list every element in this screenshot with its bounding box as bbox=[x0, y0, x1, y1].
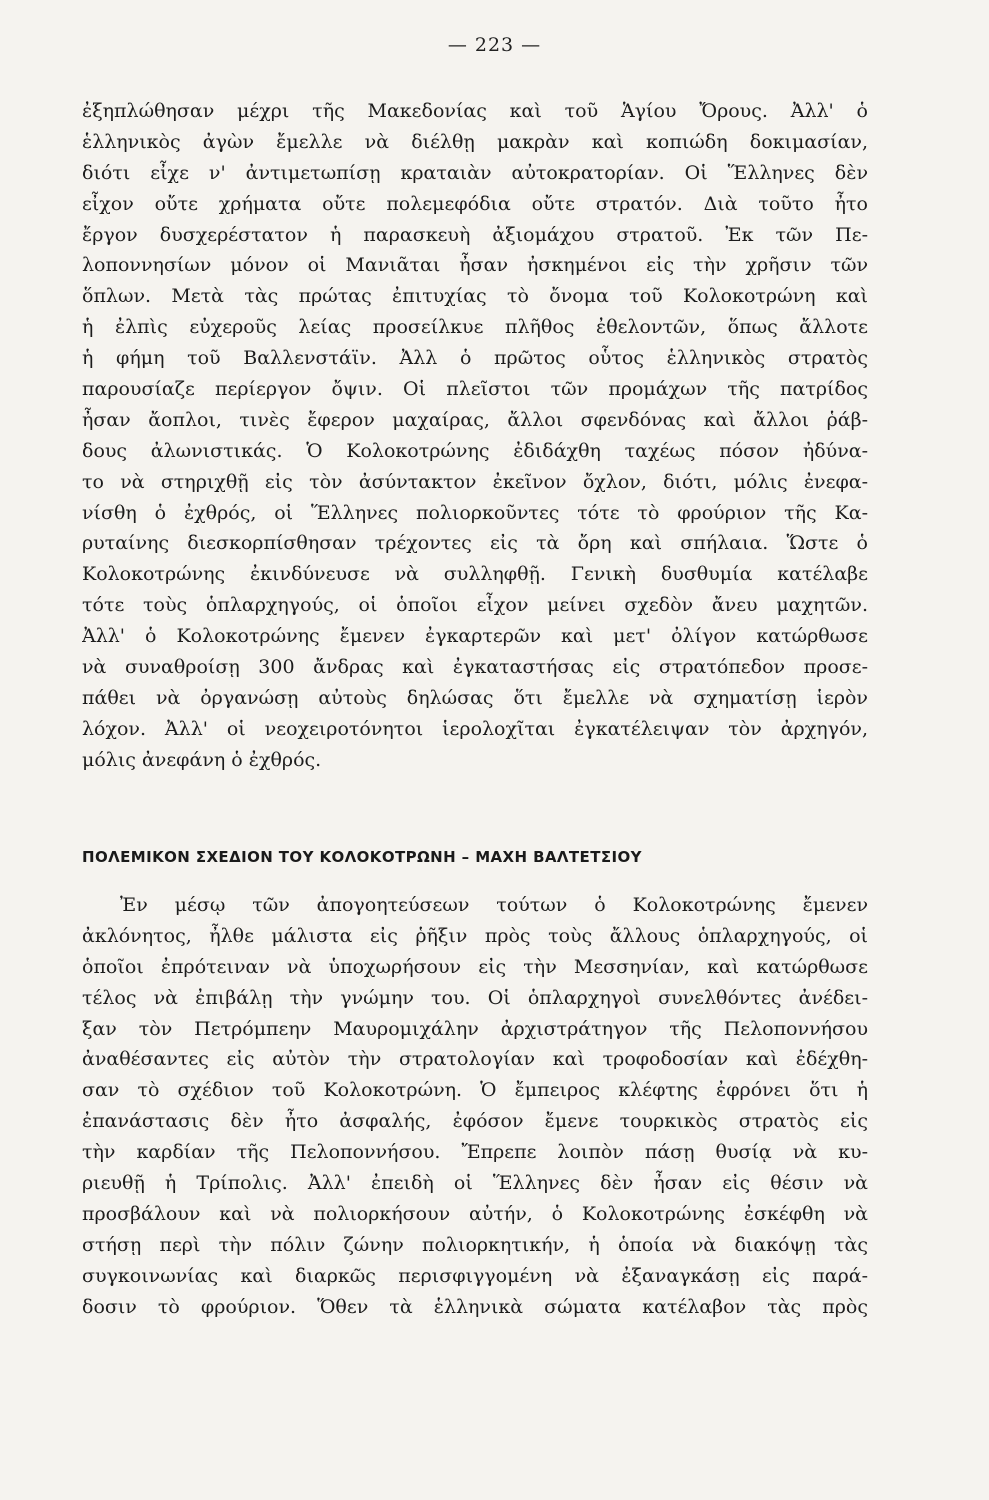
text-line: παρουσίαζε περίεργον ὄψιν. Οἱ πλεῖστοι τῶν προμάχων τῆς πατρίδος bbox=[82, 378, 868, 401]
text-line: Κολοκοτρώνης ἐκινδύνευσε νὰ συλληφθῇ. Γενικὴ δυσθυμία κατέλαβε bbox=[82, 563, 868, 586]
text-line: ἡ ἐλπὶς εὐχεροῦς λείας προσείλκυε πλῆθος ἐθελοντῶν, ὅπως ἄλλοτε bbox=[82, 316, 868, 339]
text-line: ὁποῖοι ἐπρότειναν νὰ ὑποχωρήσουν εἰς τὴν Μεσσηνίαν, καὶ κατώρθωσε bbox=[82, 955, 868, 978]
text-line: ἐπανάστασις δὲν ἦτο ἀσφαλής, ἐφόσον ἔμενε τουρκικὸς στρατὸς εἰς bbox=[82, 1110, 868, 1133]
text-line: ἀκλόνητος, ἦλθε μάλιστα εἰς ῥῆξιν πρὸς τοὺς ἄλλους ὁπλαρχηγούς, οἱ bbox=[82, 924, 868, 947]
page-number: — 223 — bbox=[447, 34, 542, 56]
text-line: ἦσαν ἄοπλοι, τινὲς ἔφερον μαχαίρας, ἄλλοι σφενδόνας καὶ ἄλλοι ῥάβ- bbox=[82, 408, 868, 431]
text-line: ἡ φήμη τοῦ Βαλλενστάϊν. Ἀλλ ὁ πρῶτος οὗτος ἑλληνικὸς στρατὸς bbox=[82, 347, 868, 370]
text-line: μόλις ἀνεφάνη ὁ ἐχθρός. bbox=[82, 748, 322, 771]
text-line: ἐξηπλώθησαν μέχρι τῆς Μακεδονίας καὶ τοῦ Ἁγίου Ὄρους. Ἀλλ' ὁ bbox=[82, 100, 868, 122]
text-line: συγκοινωνίας καὶ διαρκῶς περισφιγγομένη νὰ ἐξαναγκάσῃ εἰς παρά- bbox=[82, 1264, 868, 1287]
text-line: ἑλληνικὸς ἀγὼν ἔμελλε νὰ διέλθῃ μακρὰν καὶ κοπιώδη δοκιμασίαν, bbox=[82, 130, 868, 153]
text-line: προσβάλουν καὶ νὰ πολιορκήσουν αὐτήν, ὁ Κολοκοτρώνης ἐσκέφθη νὰ bbox=[82, 1202, 868, 1225]
text-line: στήσῃ περὶ τὴν πόλιν ζώνην πολιορκητικήν, ἡ ὁποία νὰ διακόψῃ τὰς bbox=[82, 1233, 868, 1256]
text-line: το νὰ στηριχθῇ εἰς τὸν ἀσύντακτον ἐκεῖνον ὄχλον, διότι, μόλις ἐνεφα- bbox=[82, 470, 868, 493]
paragraph-1 bbox=[82, 96, 868, 776]
text-line: νὰ συναθροίσῃ 300 ἄνδρας καὶ ἐγκαταστήσας εἰς στρατόπεδον προσε- bbox=[82, 656, 868, 679]
text-line: ἔργον δυσχερέστατον ἡ παρασκευὴ ἀξιομάχου στρατοῦ. Ἐκ τῶν Πε- bbox=[82, 223, 868, 246]
text-line: ρυταίνης διεσκορπίσθησαν τρέχοντες εἰς τὰ ὄρη καὶ σπήλαια. Ὥστε ὁ bbox=[82, 532, 868, 555]
text-line: ριευθῇ ἡ Τρίπολις. Ἀλλ' ἐπειδὴ οἱ Ἕλληνες δὲν ἦσαν εἰς θέσιν νὰ bbox=[82, 1172, 868, 1195]
text-line: νίσθη ὁ ἐχθρός, οἱ Ἕλληνες πολιορκοῦντες τότε τὸ φρούριον τῆς Κα- bbox=[82, 501, 868, 524]
text-line: Ἐν μέσῳ τῶν ἀπογοητεύσεων τούτων ὁ Κολοκοτρώνης ἔμενεν bbox=[120, 894, 868, 916]
text-line: τέλος νὰ ἐπιβάλῃ τὴν γνώμην του. Οἱ ὁπλαρχηγοὶ συνελθόντες ἀνέδει- bbox=[82, 986, 868, 1009]
text-line: ὅπλων. Μετὰ τὰς πρώτας ἐπιτυχίας τὸ ὄνομα τοῦ Κολοκοτρώνη καὶ bbox=[82, 285, 868, 308]
text-line: δους ἀλωνιστικάς. Ὁ Κολοκοτρώνης ἐδιδάχθη ταχέως πόσον ἠδύνα- bbox=[82, 439, 868, 462]
paragraph-2 bbox=[82, 890, 868, 1322]
text-line: σαν τὸ σχέδιον τοῦ Κολοκοτρώνη. Ὁ ἔμπειρος κλέφτης ἐφρόνει ὅτι ἡ bbox=[82, 1079, 868, 1102]
text-line: Ἀλλ' ὁ Κολοκοτρώνης ἔμενεν ἐγκαρτερῶν καὶ μετ' ὀλίγον κατώρθωσε bbox=[82, 625, 868, 648]
text-line: εἶχον οὔτε χρήματα οὔτε πολεμεφόδια οὔτε στρατόν. Διὰ τοῦτο ἦτο bbox=[82, 192, 868, 215]
text-line: πάθει νὰ ὀργανώσῃ αὐτοὺς δηλώσας ὅτι ἔμελλε νὰ σχηματίσῃ ἱερὸν bbox=[82, 686, 868, 709]
text-line: ξαν τὸν Πετρόμπεην Μαυρομιχάλην ἀρχιστράτηγον τῆς Πελοποννήσου bbox=[82, 1017, 868, 1040]
text-line: τὴν καρδίαν τῆς Πελοποννήσου. Ἔπρεπε λοιπὸν πάσῃ θυσίᾳ νὰ κυ- bbox=[82, 1141, 868, 1164]
text-line: τότε τοὺς ὁπλαρχηγούς, οἱ ὁποῖοι εἶχον μείνει σχεδὸν ἄνευ μαχητῶν. bbox=[82, 594, 868, 617]
text-line: λοποννησίων μόνον οἱ Μανιᾶται ἦσαν ἠσκημένοι εἰς τὴν χρῆσιν τῶν bbox=[82, 254, 868, 277]
text-line: λόχον. Ἀλλ' οἱ νεοχειροτόνητοι ἱερολοχῖται ἐγκατέλειψαν τὸν ἀρχηγόν, bbox=[82, 717, 868, 740]
text-line: ἀναθέσαντες εἰς αὐτὸν τὴν στρατολογίαν καὶ τροφοδοσίαν καὶ ἐδέχθη- bbox=[82, 1048, 868, 1071]
text-line: διότι εἶχε ν' ἀντιμετωπίσῃ κραταιὰν αὐτοκρατορίαν. Οἱ Ἕλληνες δὲν bbox=[82, 161, 868, 184]
text-line: δοσιν τὸ φρούριον. Ὅθεν τὰ ἑλληνικὰ σώματα κατέλαβον τὰς πρὸς bbox=[82, 1295, 868, 1318]
section-heading: ΠΟΛΕΜΙΚΟΝ ΣΧΕΔΙΟΝ ΤΟΥ ΚΟΛΟΚΟΤΡΩΝΗ – ΜΑΧΗ ΒΑΛΤΕΤΣΙΟΥ bbox=[82, 848, 642, 866]
